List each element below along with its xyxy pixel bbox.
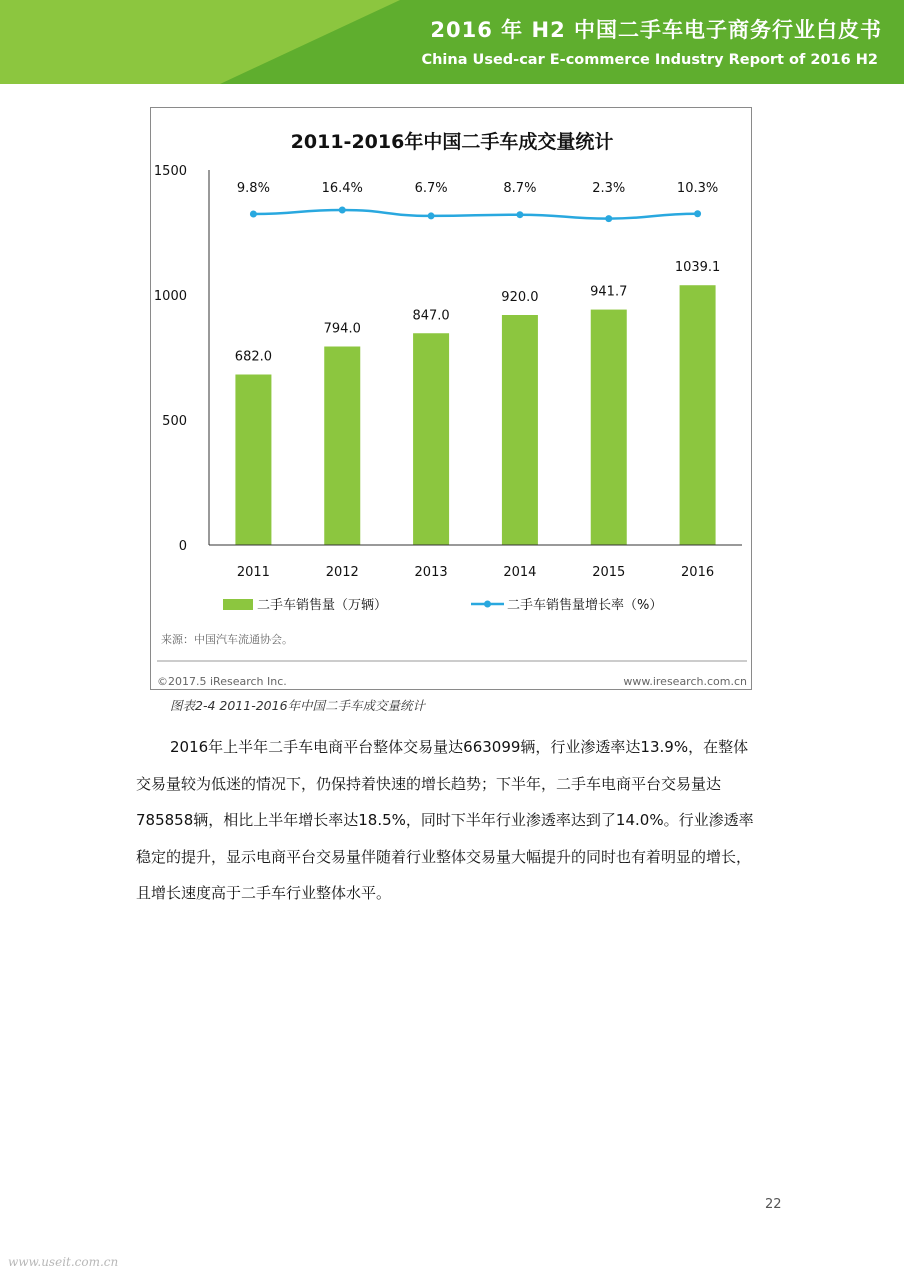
x-tick-label: 2013 <box>414 565 448 580</box>
legend-line-marker <box>484 601 491 608</box>
chart-frame <box>150 107 752 690</box>
bar-value-label: 1039.1 <box>674 260 721 276</box>
paragraph-line: 稳定的提升，显示电商平台交易量伴随着行业整体交易量大幅提升的同时也有着明显的增长， <box>136 847 752 866</box>
bar <box>413 333 449 545</box>
growth-rate-label: 6.7% <box>414 181 448 196</box>
watermark: www.useit.com.cn <box>8 1255 119 1269</box>
y-tick-label: 1000 <box>153 289 187 304</box>
x-tick-label: 2011 <box>236 565 270 580</box>
bar-value-label: 920.0 <box>501 290 539 305</box>
growth-rate-point <box>605 215 612 222</box>
body-paragraph <box>136 729 786 912</box>
bar-value-label: 794.0 <box>323 321 361 337</box>
report-subtitle: China Used-car E-commerce Industry Report of 2016 H2 <box>421 52 878 68</box>
bar <box>591 310 627 545</box>
y-tick-label: 500 <box>162 414 187 429</box>
y-tick-label: 1500 <box>153 164 187 179</box>
paragraph-line: 交易量较为低迷的情况下，仍保持着快速的增长趋势；下半年，二手车电商平台交易量达 <box>136 774 722 793</box>
growth-rate-label: 9.8% <box>236 181 270 196</box>
growth-rate-point <box>339 207 346 214</box>
bar-value-label: 682.0 <box>234 349 273 365</box>
bar <box>680 285 716 545</box>
bar <box>502 315 538 545</box>
page-number: 22 <box>765 1197 782 1212</box>
chart-website: www.iresearch.com.cn <box>623 675 747 688</box>
x-tick-label: 2015 <box>592 565 626 580</box>
growth-rate-point <box>516 211 523 218</box>
bar <box>324 347 360 546</box>
report-title: 2016 年 H2 中国二手车电子商务行业白皮书 <box>430 18 882 42</box>
x-tick-label: 2016 <box>681 565 715 580</box>
x-tick-label: 2014 <box>503 565 537 580</box>
paragraph-line: 2016年上半年二手车电商平台整体交易量达663099辆，行业渗透率达13.9%，在整体 <box>170 738 749 756</box>
y-tick-label: 0 <box>178 539 187 554</box>
paragraph-line: 且增长速度高于二手车行业整体水平。 <box>136 884 392 902</box>
paragraph-line: 785858辆，相比上半年增长率达18.5%，同时下半年行业渗透率达到了14.0%。行业渗透率 <box>136 811 754 829</box>
chart-source: 来源：中国汽车流通协会。 <box>161 633 293 646</box>
legend-line-label: 二手车销售量增长率（%） <box>507 598 663 613</box>
chart-copyright: ©2017.5 iResearch Inc. <box>157 675 287 688</box>
growth-rate-point <box>428 212 435 219</box>
growth-rate-point <box>694 210 701 217</box>
bar-value-label: 847.0 <box>412 308 450 324</box>
x-tick-label: 2012 <box>325 565 359 580</box>
header-banner <box>0 0 904 84</box>
growth-rate-label: 2.3% <box>592 181 626 196</box>
figure-caption: 图表2-4 2011-2016年中国二手车成交量统计 <box>170 698 426 713</box>
growth-rate-label: 8.7% <box>503 181 537 196</box>
bar <box>235 375 271 546</box>
bar-value-label: 941.7 <box>590 284 628 300</box>
legend-bar-swatch <box>223 599 253 610</box>
growth-rate-label: 10.3% <box>676 181 719 196</box>
growth-rate-line <box>253 210 697 219</box>
legend-bar-label: 二手车销售量（万辆） <box>257 598 388 613</box>
growth-rate-point <box>250 211 257 218</box>
growth-rate-label: 16.4% <box>321 181 363 196</box>
chart-title: 2011-2016年中国二手车成交量统计 <box>290 131 614 153</box>
bar-line-chart <box>151 108 753 691</box>
